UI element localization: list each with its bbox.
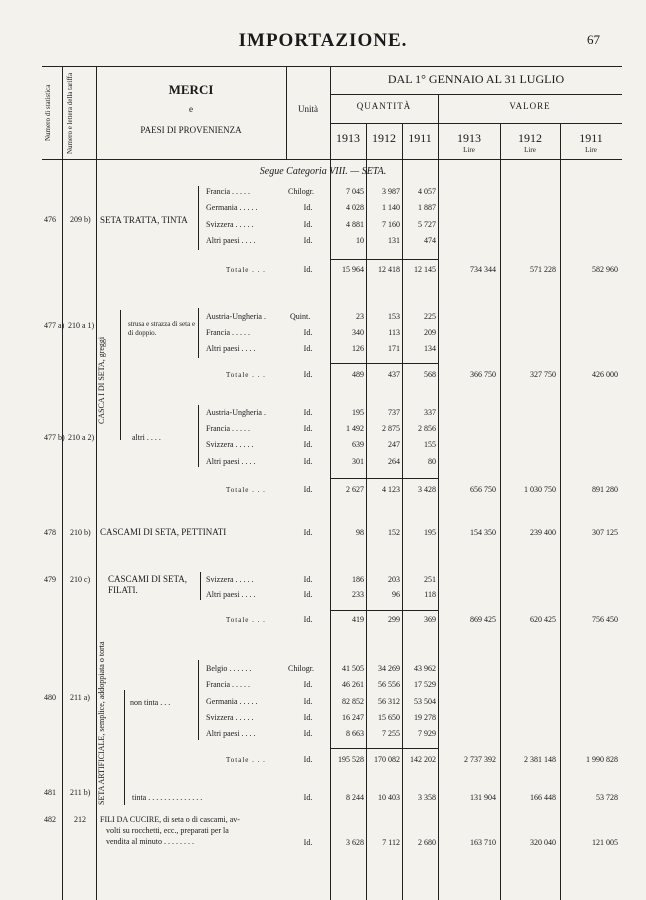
qty-1913: 82 852 — [342, 697, 364, 706]
unit: Id. — [303, 793, 313, 802]
brace — [198, 660, 203, 740]
country: Svizzera . . . . . — [206, 440, 254, 449]
total-qty-1913: 2 627 — [346, 485, 364, 494]
group-label-cascami: CASCA I DI SETA, greggi — [97, 336, 106, 424]
qty-1912: 203 — [388, 575, 400, 584]
unit: Id. — [303, 838, 313, 847]
brace — [120, 310, 125, 440]
qty-1912: 152 — [388, 528, 400, 537]
country: Francia . . . . . — [206, 328, 250, 337]
stat-number: 477 a) — [44, 321, 65, 330]
header-paesi: PAESI DI PROVENIENZA — [140, 125, 242, 135]
val-1913: 154 350 — [470, 528, 496, 537]
total-val-1913: 869 425 — [470, 615, 496, 624]
total-val-1912: 1 030 750 — [524, 485, 556, 494]
total-val-1912: 2 381 148 — [524, 755, 556, 764]
header-year-q1911: 1911 — [408, 131, 432, 145]
qty-1913: 126 — [352, 344, 364, 353]
unit: Id. — [303, 370, 313, 379]
qty-1911: 118 — [424, 590, 436, 599]
qty-1911: 225 — [424, 312, 436, 321]
qty-1913: 1 492 — [346, 424, 364, 433]
total-val-1913: 734 344 — [470, 265, 496, 274]
unit: Id. — [303, 440, 313, 449]
unit: Id. — [303, 615, 313, 624]
tariff-number: 210 a 2) — [68, 433, 95, 442]
qty-1912: 34 269 — [378, 664, 400, 673]
merce-name-line-2: volti su rocchetti, ecc., preparati per la — [106, 826, 229, 835]
qty-1913: 340 — [352, 328, 364, 337]
total-val-1911: 756 450 — [592, 615, 618, 624]
header-year-v1911: 1911 — [579, 131, 603, 145]
qty-1912: 113 — [388, 328, 400, 337]
country: Svizzera . . . . . — [206, 713, 254, 722]
unit: Id. — [303, 265, 313, 274]
header-lire-1912: Lire — [524, 146, 536, 154]
qty-1912: 153 — [388, 312, 400, 321]
qty-1912: 264 — [388, 457, 400, 466]
header-year-q1913: 1913 — [336, 131, 360, 145]
unit: Id. — [303, 344, 313, 353]
unit: Chilogr. — [288, 664, 315, 673]
col-divider-7 — [438, 94, 439, 900]
brace — [198, 405, 203, 467]
total-qty-1913: 489 — [352, 370, 364, 379]
val-1911: 53 728 — [596, 793, 618, 802]
qty-1911: 209 — [424, 328, 436, 337]
header-e: e — [189, 104, 193, 114]
total-val-1913: 2 737 392 — [464, 755, 496, 764]
total-val-1913: 366 750 — [470, 370, 496, 379]
country: Altri paesi . . . . — [206, 457, 256, 466]
total-val-1912: 327 750 — [530, 370, 556, 379]
subheader-rule — [330, 123, 622, 124]
country: Svizzera . . . . . — [206, 575, 254, 584]
tariff-number: 210 b) — [70, 528, 91, 537]
qty-1911: 53 504 — [414, 697, 436, 706]
stat-number: 477 b) — [44, 433, 65, 442]
total-qty-1911: 568 — [424, 370, 436, 379]
tariff-number: 212 — [74, 815, 86, 824]
unit: Id. — [303, 680, 313, 689]
header-lire-1911: Lire — [585, 146, 597, 154]
qty-1913: 8 244 — [346, 793, 364, 802]
qty-1911: 134 — [424, 344, 436, 353]
total-qty-1913: 15 964 — [342, 265, 364, 274]
unit: Id. — [303, 203, 313, 212]
qty-1912: 2 875 — [382, 424, 400, 433]
val-1912: 239 400 — [530, 528, 556, 537]
qty-1912: 131 — [388, 236, 400, 245]
val-1912: 166 448 — [530, 793, 556, 802]
qty-1911: 3 358 — [418, 793, 436, 802]
merce-name-line-3: vendita al minuto . . . . . . . . — [106, 837, 194, 846]
unit: Quint. — [290, 312, 311, 321]
stat-number: 481 — [44, 788, 56, 797]
qty-1911: 17 529 — [414, 680, 436, 689]
val-1913: 131 904 — [470, 793, 496, 802]
total-val-1913: 656 750 — [470, 485, 496, 494]
total-qty-1912: 4 123 — [382, 485, 400, 494]
total-val-1912: 571 228 — [530, 265, 556, 274]
country: Francia . . . . . — [206, 187, 250, 196]
qty-1913: 4 028 — [346, 203, 364, 212]
stat-number: 482 — [44, 815, 56, 824]
unit: Id. — [303, 590, 313, 599]
country: Svizzera . . . . . — [206, 220, 254, 229]
group-label-seta-artificiale: SETA ARTIFICIALE, semplice, addoppiata o torta — [97, 641, 106, 805]
qty-1913: 46 261 — [342, 680, 364, 689]
unit: Id. — [303, 485, 313, 494]
tariff-number: 210 c) — [70, 575, 91, 584]
total-qty-1913: 419 — [352, 615, 364, 624]
country: Austria-Ungheria . — [206, 408, 266, 417]
merce-name: altri . . . . — [132, 433, 161, 442]
header-quantita: QUANTITÀ — [356, 101, 412, 111]
total-label: Totale . . . — [226, 616, 266, 624]
qty-1913: 3 628 — [346, 838, 364, 847]
country: Altri paesi . . . . — [206, 729, 256, 738]
qty-1913: 233 — [352, 590, 364, 599]
qty-1912: 15 650 — [378, 713, 400, 722]
header-valore: VALORE — [509, 101, 551, 111]
total-rule — [330, 610, 438, 611]
merce-name: non tinta . . . — [130, 698, 171, 707]
col-divider-9 — [560, 123, 561, 900]
qty-1912: 247 — [388, 440, 400, 449]
brace — [198, 186, 203, 250]
qty-1911: 474 — [424, 236, 436, 245]
stat-number: 480 — [44, 693, 56, 702]
qty-1912: 7 255 — [382, 729, 400, 738]
total-rule — [330, 363, 438, 364]
unit: Id. — [303, 713, 313, 722]
qty-1912: 10 403 — [378, 793, 400, 802]
total-qty-1911: 3 428 — [418, 485, 436, 494]
qty-1913: 7 045 — [346, 187, 364, 196]
total-val-1911: 582 960 — [592, 265, 618, 274]
total-qty-1913: 195 528 — [338, 755, 364, 764]
qty-1912: 56 312 — [378, 697, 400, 706]
total-qty-1912: 170 082 — [374, 755, 400, 764]
qty-1913: 301 — [352, 457, 364, 466]
total-label: Totale . . . — [226, 371, 266, 379]
qty-1911: 19 278 — [414, 713, 436, 722]
merce-name: tinta . . . . . . . . . . . . . . — [132, 793, 203, 802]
total-qty-1912: 299 — [388, 615, 400, 624]
unit: Id. — [303, 220, 313, 229]
qty-1911: 1 887 — [418, 203, 436, 212]
qty-1913: 639 — [352, 440, 364, 449]
merce-name: strusa e strazza di seta e di doppio. — [128, 320, 196, 337]
header-period: DAL 1° GENNAIO AL 31 LUGLIO — [387, 72, 565, 86]
table-top-rule — [42, 66, 622, 67]
header-merci: MERCI — [168, 82, 214, 97]
val-1912: 320 040 — [530, 838, 556, 847]
header-unita: Unità — [298, 104, 318, 114]
brace — [198, 308, 203, 358]
val-1911: 121 005 — [592, 838, 618, 847]
qty-1912: 737 — [388, 408, 400, 417]
unit: Id. — [303, 457, 313, 466]
qty-1912: 56 556 — [378, 680, 400, 689]
unit: Id. — [303, 575, 313, 584]
country: Altri paesi . . . . — [206, 590, 256, 599]
category-heading: Segue Categoria VIII. — SETA. — [259, 166, 387, 177]
total-rule — [330, 748, 438, 749]
header-year-q1912: 1912 — [372, 131, 396, 145]
total-val-1911: 891 280 — [592, 485, 618, 494]
tariff-number: 210 a 1) — [68, 321, 95, 330]
qty-1911: 2 856 — [418, 424, 436, 433]
val-1913: 163 710 — [470, 838, 496, 847]
country: Altri paesi . . . . — [206, 344, 256, 353]
unit: Id. — [303, 528, 313, 537]
qty-1911: 4 057 — [418, 187, 436, 196]
tariff-number: 211 a) — [70, 693, 90, 702]
qty-1913: 41 505 — [342, 664, 364, 673]
total-rule — [330, 259, 438, 260]
unit: Id. — [303, 729, 313, 738]
qty-1913: 186 — [352, 575, 364, 584]
qty-1913: 98 — [356, 528, 364, 537]
unit: Id. — [303, 408, 313, 417]
qty-1911: 337 — [424, 408, 436, 417]
stat-number: 476 — [44, 215, 56, 224]
col-divider-8 — [500, 123, 501, 900]
country: Belgio . . . . . . — [206, 664, 252, 673]
total-qty-1912: 12 418 — [378, 265, 400, 274]
total-label: Totale . . . — [226, 756, 266, 764]
unit: Id. — [303, 697, 313, 706]
brace — [200, 572, 205, 600]
total-label: Totale . . . — [226, 486, 266, 494]
header-year-v1913: 1913 — [457, 131, 481, 145]
qty-1913: 23 — [356, 312, 364, 321]
period-rule — [330, 94, 622, 95]
qty-1911: 155 — [424, 440, 436, 449]
country: Francia . . . . . — [206, 680, 250, 689]
country: Austria-Ungheria . — [206, 312, 266, 321]
qty-1912: 7 112 — [382, 838, 400, 847]
col-divider-1 — [62, 66, 63, 900]
header-num-stat: Numero di statistica — [44, 84, 52, 142]
qty-1913: 195 — [352, 408, 364, 417]
total-val-1912: 620 425 — [530, 615, 556, 624]
merce-name: SETA TRATTA, TINTA — [100, 215, 188, 225]
merce-name: CASCAMI DI SETA, PETTINATI — [100, 527, 227, 537]
total-qty-1911: 369 — [424, 615, 436, 624]
qty-1911: 251 — [424, 575, 436, 584]
qty-1913: 8 663 — [346, 729, 364, 738]
qty-1911: 80 — [428, 457, 436, 466]
page-number: 67 — [587, 32, 600, 47]
qty-1911: 5 727 — [418, 220, 436, 229]
qty-1912: 96 — [392, 590, 400, 599]
country: Germania . . . . . — [206, 203, 258, 212]
total-qty-1912: 437 — [388, 370, 400, 379]
qty-1913: 4 881 — [346, 220, 364, 229]
tariff-number: 211 b) — [70, 788, 91, 797]
merce-name-line-1: FILI DA CUCIRE, di seta o di cascami, av- — [100, 815, 240, 824]
qty-1912: 7 160 — [382, 220, 400, 229]
total-rule — [330, 478, 438, 479]
qty-1911: 43 962 — [414, 664, 436, 673]
country: Francia . . . . . — [206, 424, 250, 433]
total-val-1911: 426 000 — [592, 370, 618, 379]
unit: Id. — [303, 424, 313, 433]
qty-1911: 195 — [424, 528, 436, 537]
qty-1911: 2 680 — [418, 838, 436, 847]
unit: Chilogr. — [288, 187, 315, 196]
header-num-tariffa: Numero e lettera della tariffa — [66, 72, 74, 154]
unit: Id. — [303, 755, 313, 764]
qty-1912: 1 140 — [382, 203, 400, 212]
stat-number: 479 — [44, 575, 56, 584]
merce-name: CASCAMI DI SETA, FILATI. — [108, 574, 188, 595]
total-qty-1911: 142 202 — [410, 755, 436, 764]
header-bottom-rule — [42, 159, 622, 160]
val-1911: 307 125 — [592, 528, 618, 537]
qty-1912: 171 — [388, 344, 400, 353]
total-val-1911: 1 990 828 — [586, 755, 618, 764]
header-year-v1912: 1912 — [518, 131, 542, 145]
qty-1912: 3 987 — [382, 187, 400, 196]
page-title: IMPORTAZIONE. — [238, 30, 408, 51]
header-lire-1913: Lire — [463, 146, 475, 154]
tariff-number: 209 b) — [70, 215, 91, 224]
brace — [124, 690, 129, 805]
qty-1911: 7 929 — [418, 729, 436, 738]
country: Germania . . . . . — [206, 697, 258, 706]
unit: Id. — [303, 328, 313, 337]
total-qty-1911: 12 145 — [414, 265, 436, 274]
total-label: Totale . . . — [226, 266, 266, 274]
country: Altri paesi . . . . — [206, 236, 256, 245]
unit: Id. — [303, 236, 313, 245]
qty-1913: 16 247 — [342, 713, 364, 722]
qty-1913: 10 — [356, 236, 364, 245]
stat-number: 478 — [44, 528, 56, 537]
